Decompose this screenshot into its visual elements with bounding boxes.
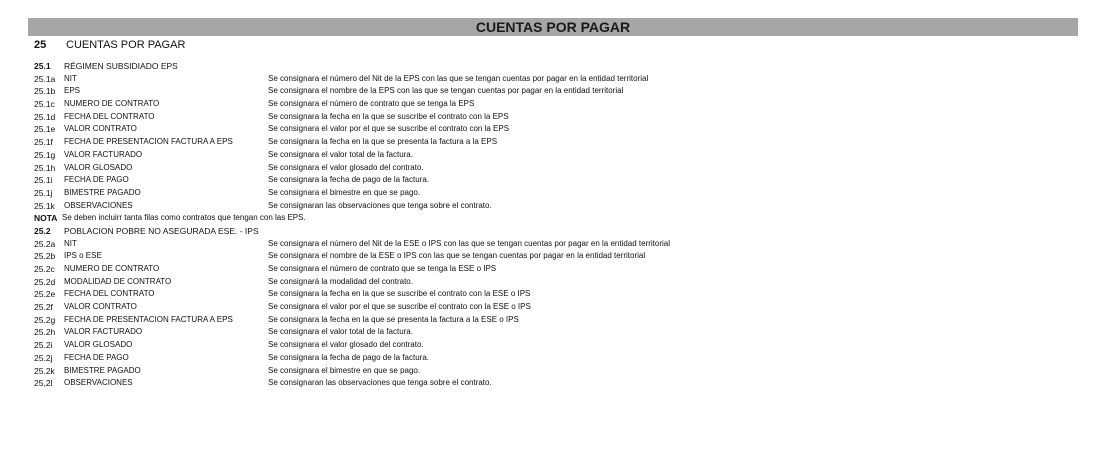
field-code: 25.2 <box>34 225 51 236</box>
field-row <box>34 162 1074 175</box>
field-label: NUMERO DE CONTRATO <box>64 264 160 273</box>
field-code: 25.1j <box>34 187 53 198</box>
field-description: Se consignaran las observaciones que tenga sobre el contrato. <box>268 378 492 388</box>
field-description: Se consignara el nombre de la EPS con las que se tengan cuentas por pagar en la entidad territorial <box>268 86 624 96</box>
field-label: FECHA DE PAGO <box>64 352 129 362</box>
field-row <box>34 314 1074 327</box>
field-row <box>34 301 1074 314</box>
field-row <box>34 200 1074 213</box>
field-code: 25.1a <box>34 73 56 84</box>
field-label: FECHA DEL CONTRATO <box>64 289 155 299</box>
field-description: Se consignara la fecha en la que se suscribe el contrato con la ESE o IPS <box>268 289 531 299</box>
field-code: 25.1d <box>34 111 56 122</box>
field-description: Se consignara el número de contrato que se tenga la ESE o IPS <box>268 264 497 273</box>
field-row <box>34 288 1074 301</box>
field-description: Se consignara la fecha en la que se presenta la factura a la ESE o IPS <box>268 314 519 324</box>
field-description: Se consignara el valor por el que se suscribe el contrato con la EPS <box>268 124 510 134</box>
field-description: Se consignará la modalidad del contrato. <box>268 276 413 286</box>
field-label: POBLACION POBRE NO ASEGURADA ESE. - IPS <box>64 225 259 236</box>
field-description: Se consignara el número de contrato que se tenga la EPS <box>268 99 475 109</box>
field-label: VALOR GLOSADO <box>64 162 133 172</box>
note-row <box>34 212 1074 225</box>
field-code: 25.2i <box>34 340 53 351</box>
field-label: VALOR CONTRATO <box>64 302 137 312</box>
field-code: 25.1k <box>34 200 55 211</box>
field-row <box>34 136 1074 149</box>
field-row <box>34 326 1074 339</box>
field-label: EPS <box>64 86 81 96</box>
field-row <box>34 250 1074 263</box>
field-description: Se consignara la fecha de pago de la factura. <box>268 175 429 185</box>
field-description: Se consignara el bimestre en que se pago. <box>268 365 421 375</box>
field-code: 25.2g <box>34 314 56 325</box>
field-description: Se consignara la fecha en la que se suscribe el contrato con la EPS <box>268 111 509 121</box>
field-code: 25.2a <box>34 238 56 249</box>
field-row <box>34 377 1074 390</box>
field-row <box>34 238 1074 251</box>
section-code: 25 <box>34 39 47 51</box>
field-label: FECHA DE PRESENTACION FACTURA A EPS <box>64 137 233 147</box>
field-label: VALOR GLOSADO <box>64 340 133 350</box>
field-code: 25.1f <box>34 137 53 148</box>
field-code: 25.2j <box>34 352 53 363</box>
field-code: 25.1 <box>34 61 51 71</box>
field-row <box>34 187 1074 200</box>
field-label: FECHA DE PRESENTACION FACTURA A EPS <box>64 314 233 324</box>
field-description: Se consignaran las observaciones que tenga sobre el contrato. <box>268 200 492 210</box>
definitions-list <box>34 60 1074 390</box>
field-label: NUMERO DE CONTRATO <box>64 99 160 109</box>
field-description: Se consignara el valor total de la factura. <box>268 327 413 337</box>
field-row <box>34 365 1074 378</box>
field-description: Se consignara el valor glosado del contrato. <box>268 162 424 172</box>
field-row <box>34 276 1074 289</box>
field-label: IPS o ESE <box>64 251 102 261</box>
field-code: 25.1b <box>34 86 56 97</box>
field-code: 25.2f <box>34 302 53 313</box>
field-description: Se consignara el valor total de la factura. <box>268 149 413 159</box>
field-label: NIT <box>64 238 77 248</box>
field-label: NIT <box>64 73 77 83</box>
field-row <box>34 263 1074 276</box>
field-code: 25.2h <box>34 327 56 338</box>
field-label: BIMESTRE PAGADO <box>64 365 141 375</box>
field-label: VALOR CONTRATO <box>64 124 137 134</box>
field-description: Se consignara el valor por el que se suscribe el contrato con la ESE o IPS <box>268 302 531 312</box>
field-row <box>34 174 1074 187</box>
field-code: 25.1e <box>34 124 56 135</box>
subsection-row <box>34 225 1074 238</box>
field-label: MODALIDAD DE CONTRATO <box>64 276 172 286</box>
note-text: Se deben incluirr tanta filas como contratos que tengan con las EPS. <box>62 213 306 223</box>
field-description: Se consignara el número del Nit de la EPS con las que se tengan cuentas por pagar en la entidad territorial <box>268 73 649 83</box>
field-description: Se consignara la fecha de pago de la factura. <box>268 352 429 362</box>
field-code: 25.2e <box>34 289 56 300</box>
field-description: Se consignara el bimestre en que se pago. <box>268 187 421 197</box>
field-label: OBSERVACIONES <box>64 378 133 388</box>
section-title: CUENTAS POR PAGAR <box>66 39 186 51</box>
field-label: RÉGIMEN SUBSIDIADO EPS <box>64 61 178 71</box>
field-code: 25.2b <box>34 251 56 262</box>
field-row <box>34 73 1074 86</box>
note-label: NOTA <box>34 213 58 224</box>
field-label: BIMESTRE PAGADO <box>64 187 141 197</box>
field-row <box>34 339 1074 352</box>
field-row <box>34 85 1074 98</box>
field-code: 25.2c <box>34 264 55 274</box>
field-label: FECHA DEL CONTRATO <box>64 111 155 121</box>
field-description: Se consignara la fecha en la que se presenta la factura a la EPS <box>268 137 498 147</box>
field-description: Se consignara el nombre de la ESE o IPS con las que se tengan cuentas por pagar en la entidad territorial <box>268 251 646 261</box>
field-code: 25.1i <box>34 175 53 186</box>
page-title: CUENTAS POR PAGAR <box>28 18 1078 36</box>
field-code: 25.2k <box>34 365 55 376</box>
field-label: VALOR FACTURADO <box>64 149 143 159</box>
subsection-row <box>34 60 1074 73</box>
field-label: OBSERVACIONES <box>64 200 133 210</box>
field-code: 25.2d <box>34 276 56 287</box>
field-label: FECHA DE PAGO <box>64 175 129 185</box>
field-description: Se consignara el valor glosado del contrato. <box>268 340 424 350</box>
field-row <box>34 352 1074 365</box>
field-row <box>34 149 1074 162</box>
field-code: 25.1c <box>34 99 55 110</box>
field-description: Se consignara el número del Nit de la ESE o IPS con las que se tengan cuentas por pagar en la entidad territorial <box>268 238 671 248</box>
field-code: 25,2l <box>34 378 53 389</box>
field-code: 25.1h <box>34 162 56 173</box>
field-row <box>34 111 1074 124</box>
field-row <box>34 98 1074 111</box>
field-row <box>34 123 1074 136</box>
field-label: VALOR FACTURADO <box>64 327 143 337</box>
field-code: 25.1g <box>34 149 56 160</box>
